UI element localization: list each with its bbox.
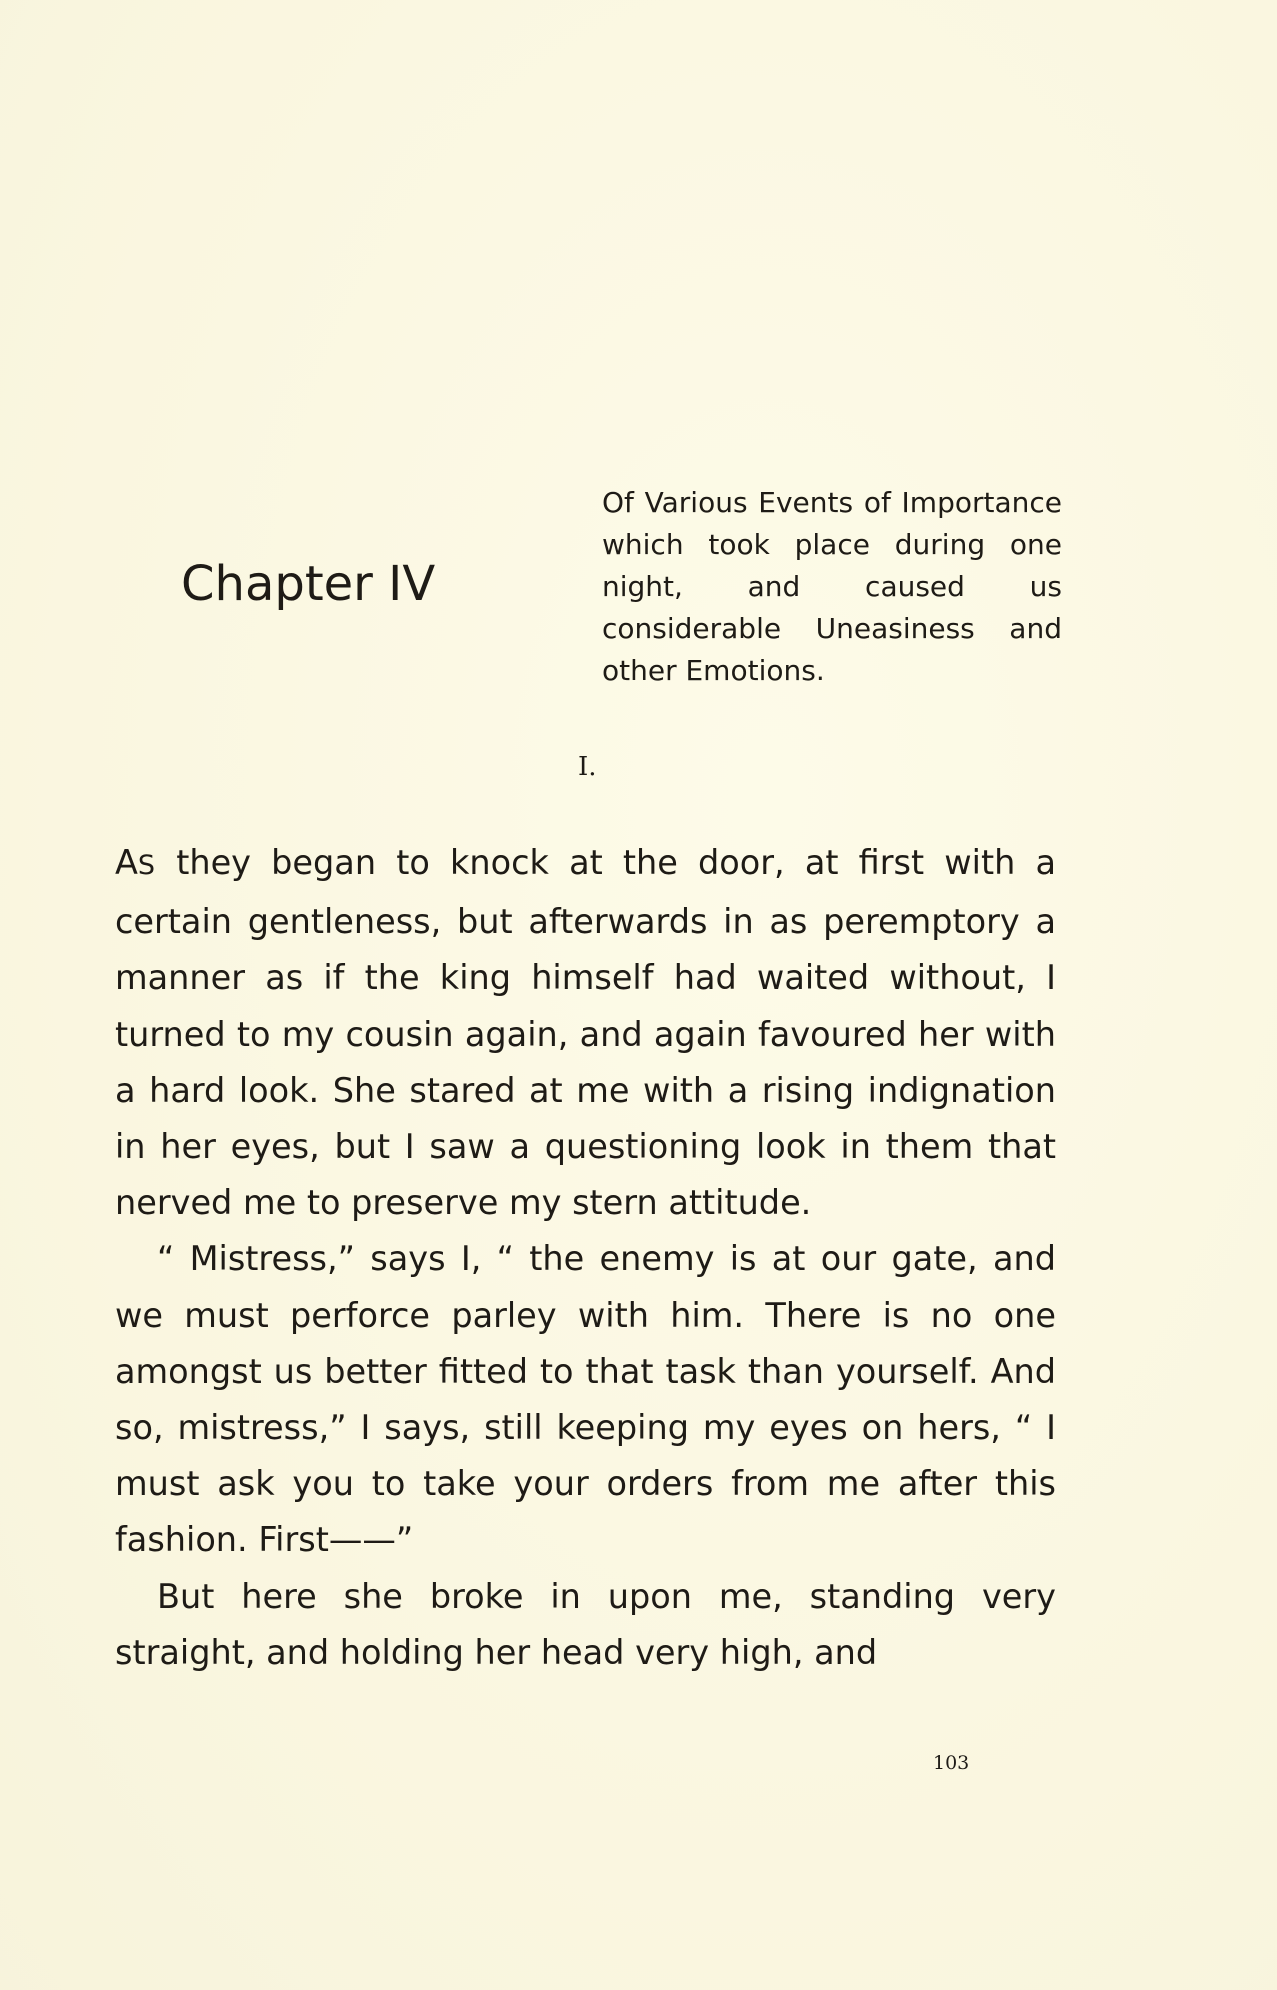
chapter-title: Chapter IV — [181, 556, 436, 612]
paragraph-2: “ Mistress,” says I, “ the enemy is at our gate, and we must perforce parley with him. There is no one amongst us better fitted to that task than yourself. And so, mistress,” I says, still keeping my eyes on hers, “ I must ask you to take your orders from me after this fashion. First——” — [115, 1239, 1056, 1560]
opening-initial: A — [115, 843, 138, 882]
section-number: I. — [578, 752, 597, 782]
paragraph-3: But here she broke in upon me, standing very straight, and holding her head very high, and — [115, 1576, 1056, 1672]
opening-text: they began to knock at the door, at first with a certain gentleness, but afterwards in as peremptory a manner as if the king himself had waited without, I turned to my cousin again, and again favoured her with a hard look. She stared at me with a rising indignation in her eyes, but I saw a questioning look in them that nerved me to preserve my stern attitude. — [115, 843, 1056, 1223]
chapter-summary: Of Various Events of Importance which took place during one night, and caused us considerable Uneasiness and other Emotions. — [602, 486, 1062, 687]
page-number: 103 — [933, 1752, 970, 1774]
body-text — [115, 835, 1056, 1681]
paragraph-opening — [115, 835, 1056, 1231]
opening-smallcaps: S — [137, 850, 157, 881]
